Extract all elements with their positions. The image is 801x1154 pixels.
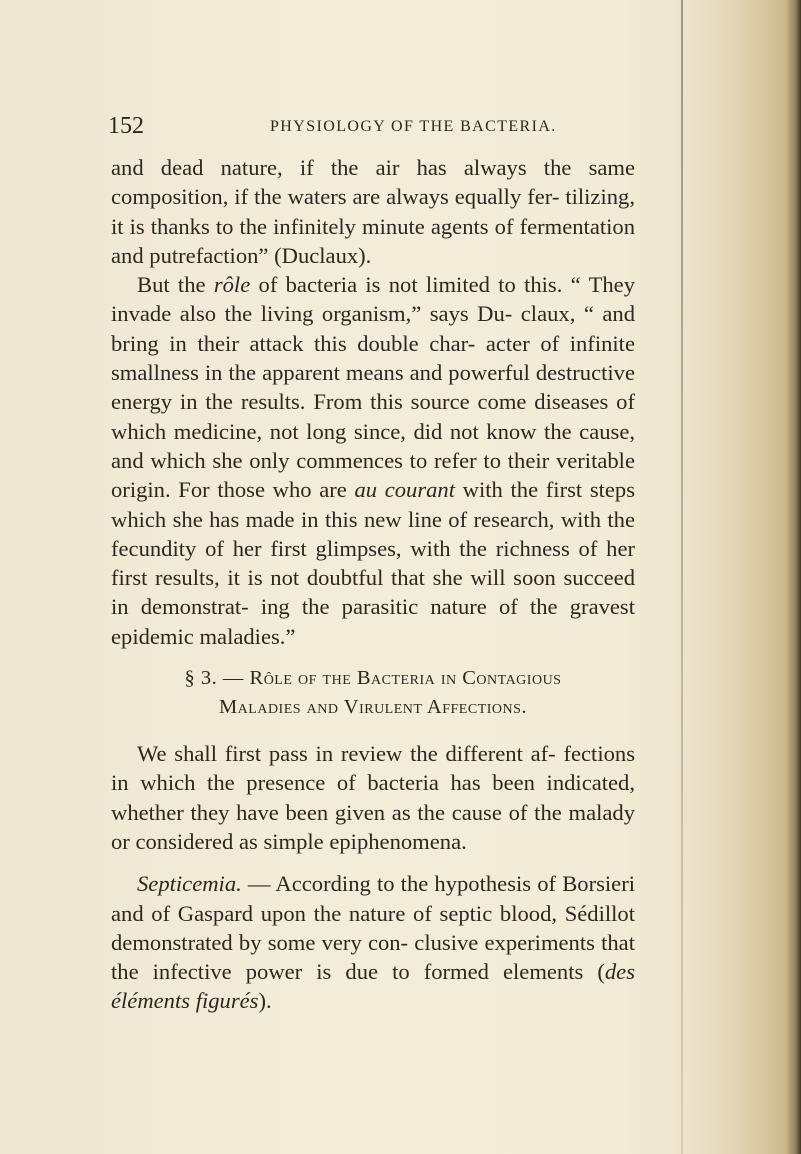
text-line: with the richness of her first results, it is not (111, 535, 635, 591)
text-line: tilizing, it is thanks to the infinitely minute agents (111, 184, 635, 239)
text-line: of fermentation and putrefaction” (Duclaux). (111, 213, 635, 268)
text-line: doubtful that she will soon succeed in demonstrat- (111, 565, 635, 620)
text-line: first steps which she has made in this new line of (111, 477, 636, 532)
text-fragment: origin. For those who are (111, 477, 355, 503)
page-edge-line (681, 0, 683, 1154)
italic-au-courant: au courant (354, 477, 456, 503)
section-title-line-2: Maladies and Virulent Affections. (218, 696, 528, 719)
running-head: PHYSIOLOGY OF THE BACTERIA. (270, 118, 557, 135)
text-line: maladies.” (199, 623, 296, 649)
text-fragment: with the (455, 477, 539, 503)
paragraph-continuation (111, 153, 635, 270)
book-spine-shadow (673, 0, 801, 1154)
text-fragment: of bacteria is not limited to this. (250, 272, 563, 298)
text-line: been indicated, whether they have been given as (111, 770, 636, 825)
text-line: claux, “ and bring in their attack this double char- (111, 301, 635, 356)
paragraph-role-of-bacteria (111, 270, 635, 651)
text-line: and dead nature, if the air has always the same (111, 155, 635, 180)
section-title-line-1: Rôle of the Bacteria in Contagious (249, 667, 562, 690)
page-header (108, 112, 668, 140)
section-heading (111, 664, 635, 722)
text-line: fections in which the presence of bacteria has (111, 741, 635, 796)
text-line: “ They invade also the living organism,” says Du- (111, 272, 636, 327)
text-fragment: due to formed elements ( (345, 959, 605, 985)
text-line: not long since, did not know the cause, and which (111, 418, 635, 473)
page-number: 152 (108, 113, 144, 139)
text-line: Borsieri and of Gaspard upon the nature of septic (111, 871, 635, 926)
text-fragment: — According to the hypothesis of (241, 871, 557, 897)
text-line: and powerful destructive energy in the results. (111, 360, 635, 415)
text-line: From this source come diseases of which medicine, (111, 389, 636, 444)
text-line: the cause of the malady or considered as simple (111, 799, 635, 854)
italic-elements-figures: des éléments figurés (111, 959, 635, 1014)
paragraph-review (111, 739, 635, 856)
text-line: epiphenomena. (329, 828, 467, 854)
text-line: acter of infinite smallness in the apparent means (111, 330, 635, 386)
paragraph-septicemia (111, 869, 635, 1015)
text-fragment: But the (137, 272, 214, 298)
italic-role: rôle (213, 272, 251, 298)
text-line: composition, if the waters are always equally fer- (111, 184, 560, 210)
text-line: research, with the fecundity of her first glimpses, (111, 506, 635, 561)
text-line: blood, Sédillot demonstrated by some very con- (111, 900, 636, 955)
text-line: clusive experiments that the infective power is (111, 929, 635, 985)
spacer (111, 856, 635, 869)
italic-septicemia: Septicemia. (137, 871, 242, 897)
text-line: she only commences to refer to their veritable (212, 447, 635, 473)
body-text (111, 153, 635, 1016)
text-line: We shall first pass in review the different af- (137, 741, 556, 767)
text-fragment: ). (258, 988, 272, 1014)
text-line: ing the parasitic nature of the gravest epidemic (111, 594, 635, 649)
section-number: § 3. — (184, 667, 250, 690)
